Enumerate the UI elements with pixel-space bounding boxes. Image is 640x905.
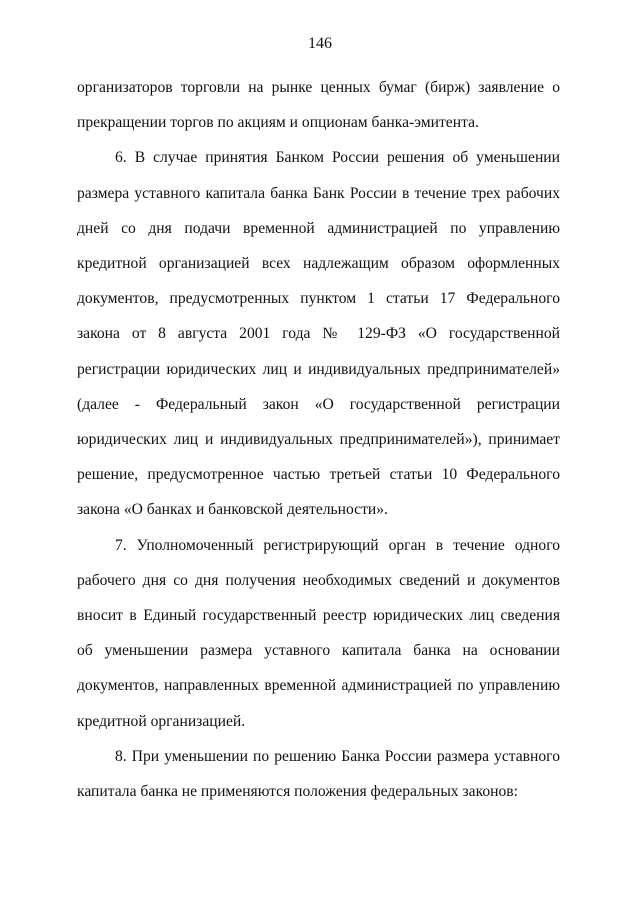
paragraph-item-7: 7. Уполномоченный регистрирующий орган в течение одного рабочего дня со дня получения необходимых сведений и документов вносит в Единый государственный реестр юридических лиц сведения об уменьшении размера уставного капитала банка на основании документов, направленных временной администрацией по управлению кредитной организацией.: [77, 536, 560, 730]
page-number: 146: [308, 35, 332, 52]
paragraph-item-8: 8. При уменьшении по решению Банка России размера уставного капитала банка не применяются положения федеральных законов:: [77, 747, 560, 801]
paragraph-continuation: организаторов торговли на рынке ценных бумаг (бирж) заявление о прекращении торгов по акциям и опционам банка-эмитента.: [77, 79, 560, 132]
document-body: [77, 70, 560, 809]
paragraph-item-6: 6. В случае принятия Банком России решения об уменьшении размера уставного капитала банка Банк России в течение трех рабочих дней со дня подачи временной администрацией по управлению кредитной организацией всех надлежащим образом оформленных документов, предусмотренных пунктом 1 статьи 17 Федерального закона от 8 августа 2001 года № 129-ФЗ «О государственной регистрации юридических лиц и индивидуальных предпринимателей» (далее - Федеральный закон «О государственной регистрации юридических лиц и индивидуальных предпринимателей»), принимает решение, предусмотренное частью третьей статьи 10 Федерального закона «О банках и банковской деятельности».: [77, 149, 560, 519]
